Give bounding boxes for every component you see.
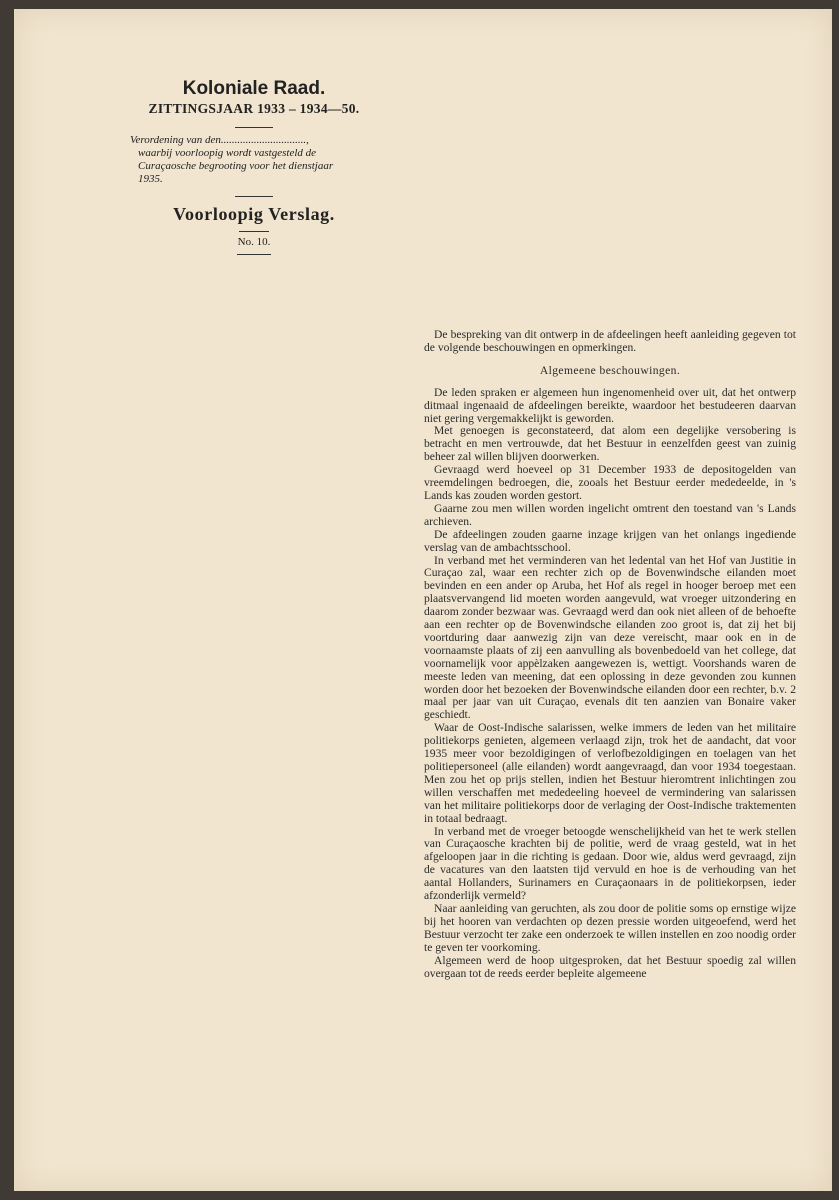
council-title: Koloniale Raad.: [182, 78, 326, 99]
body-paragraph: Waar de Oost-Indische salarissen, welke immers de leden van het militaire politiekorps genieten, algemeen verlaagd zijn, trok het de aandacht, dat voor 1935 meer voor bezoldigingen of verlofbezoldigingen en toelagen van het politiepersoneel (alle eilanden) wordt aangevraagd, dan voor 1934 toegestaan. Men zou het op prijs stellen, indien het Bestuur hieromtrent inlichtingen zou willen verschaffen met mededeeling hoeveel de vermindering van salarissen van het militaire politiekorps door de verlaging der Oost-Indische traktementen in totaal bedraagt.: [424, 721, 796, 825]
body-paragraph: De afdeelingen zouden gaarne inzage krijgen van het onlangs ingediende verslag van de ambachtsschool.: [424, 527, 796, 554]
divider: [239, 231, 269, 232]
divider: [235, 196, 273, 197]
intro-paragraph: De bespreking van dit ontwerp in de afdeelingen heeft aanleiding gegeven tot de volgende beschouwingen en opmerkingen.: [424, 328, 796, 354]
body-paragraph: In verband met de vroeger betoogde wenschelijkheid van het te werk stellen van Curaçaosche krachten bij de politie, werd de vraag gesteld, wat in het afgeloopen jaar in die richting is gedaan. Door wie, aldus werd gevraagd, zijn de vacatures van den laatsten tijd vervuld en hoe is de verhouding van het aantal Hollanders, Surinamers en Curaçaonaars in de politiekorpsen, ieder afzonderlijk vermeld?: [424, 824, 796, 903]
document-page: [14, 9, 832, 1191]
body-paragraph: Algemeen werd de hoop uitgesproken, dat het Bestuur spoedig zal willen overgaan tot de reeds eerder bepleite algemeene: [424, 953, 796, 980]
ordinance-line: waarbij voorloopig wordt vastgesteld de: [138, 147, 317, 159]
body-paragraph: Gevraagd werd hoeveel op 31 December 1933 de depositogelden van vreemdelingen bedroegen, die, zooals het Bestuur eerder mededeelde, in 's Lands kas zouden worden gestort.: [424, 463, 796, 502]
body-paragraph: Gaarne zou men willen worden ingelicht omtrent den toestand van 's Lands archieven.: [424, 501, 796, 528]
report-body: [424, 329, 796, 980]
body-paragraph: De leden spraken er algemeen hun ingenomenheid over uit, dat het ontwerp ditmaal ingenaaid de afdeelingen bereikte, waardoor het bestudeeren daarvan niet gering vergemakkelijkt is geworden.: [424, 385, 796, 425]
divider: [235, 127, 273, 128]
ordinance-line: Verordening van den...............................,: [130, 134, 309, 146]
section-heading: Algemeene beschouwingen.: [539, 363, 681, 377]
ordinance-description: [124, 134, 384, 186]
document-header: [124, 77, 384, 255]
report-subtitle: Voorloopig Verslag.: [173, 204, 335, 224]
ordinance-line: 1935.: [138, 173, 163, 185]
divider: [237, 254, 271, 255]
session-year: ZITTINGSJAAR 1933 – 1934—50.: [148, 101, 360, 116]
ordinance-line: Curaçaosche begrooting voor het dienstjaar: [138, 160, 334, 172]
body-paragraph: In verband met het verminderen van het ledental van het Hof van Justitie in Curaçao zal, waar een rechter zich op de Bovenwindsche eilanden moet bevinden en een ander op Aruba, het Hof als regel in hooger beroep met een plaatsvervangend lid moeten worden aangevuld, wat vroeger uitzondering en daarom zonder bezwaar was. Gevraagd werd dan ook niet alleen of de behoefte aan een rechter op de Bovenwindsche eilanden zoo groot is, dat zij het bij voortduring daar aanwezig zijn van deze vereischt, maar ook en in de voornaamste plaats of zij een aanvulling als bovenbedoeld van het college, dat voornamelijk voor appèlzaken aangewezen is, wettigt. Voorshands waren de meeste leden van meening, dat een oplossing in deze gevonden zou kunnen worden door het bezoeken der Bovenwindsche eilanden door een rechter, b.v. 2 maal per jaar van uit Curaçao, evenals dit ten aanzien van Bonaire vaker geschiedt.: [424, 553, 796, 722]
body-paragraph: Naar aanleiding van geruchten, als zou door de politie soms op ernstige wijze bij het hooren van verdachten op dezen pressie worden uitgeoefend, werd het Bestuur verzocht ter zake een onderzoek te willen instellen en zoo noodig order te geven ter voorkoming.: [424, 901, 796, 954]
body-paragraph: Met genoegen is geconstateerd, dat alom een degelijke versobering is betracht en men vertrouwde, dat het Bestuur in eenzelfden geest van zuinig beheer zal willen blijven doorwerken.: [424, 424, 796, 464]
document-number: No. 10.: [237, 236, 271, 248]
